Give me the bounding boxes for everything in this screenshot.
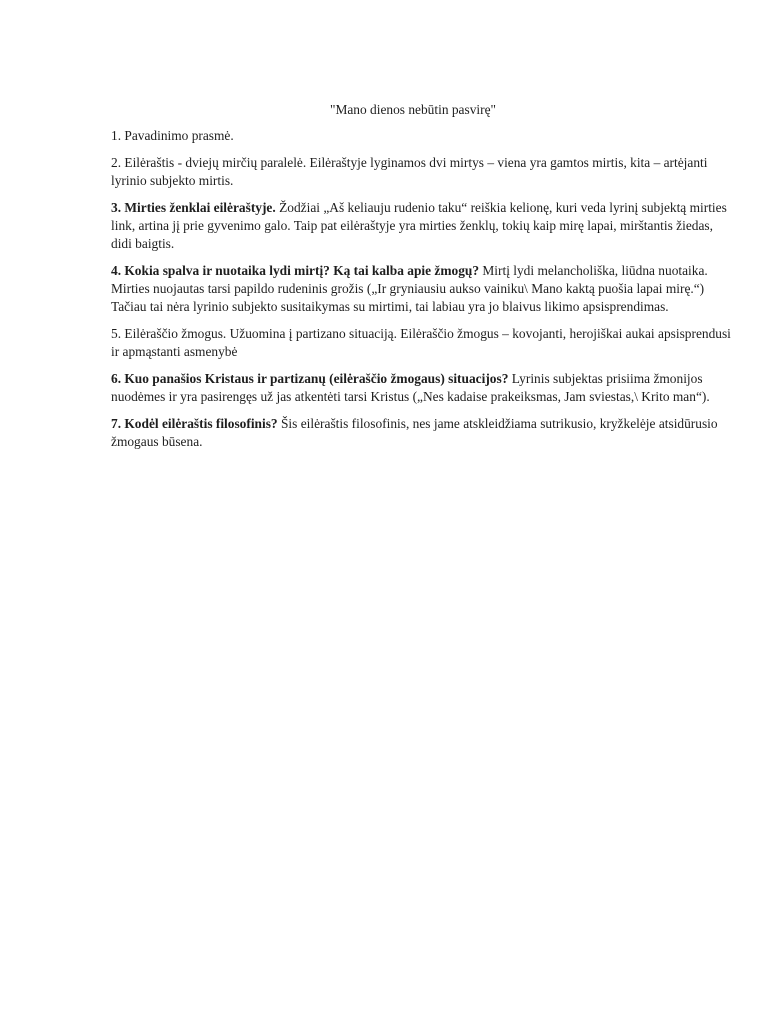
paragraph-1 xyxy=(111,127,731,145)
document-body xyxy=(111,101,731,460)
document-title: "Mano dienos nebūtin pasvirę" xyxy=(329,102,496,117)
paragraph-7-text: Šis eilėraštis filosofinis, nes jame atskleidžiama sutrikusio, kryžkelėje atsidūrusio žmogaus būsena. xyxy=(111,416,718,449)
paragraph-7 xyxy=(111,415,731,451)
paragraph-4 xyxy=(111,262,731,316)
paragraph-3-heading: 3. Mirties ženklai eilėraštyje. xyxy=(111,200,276,215)
paragraph-7-heading: 7. Kodėl eilėraštis filosofinis? xyxy=(111,416,278,431)
paragraph-4-text: Mirtį lydi melancholiška, liūdna nuotaika. Mirties nuojautas tarsi papildo rudeninis grožis („Ir gryniausiu aukso vainiku\ Mano kaktą puošia lapai mirę.“) Tačiau tai nėra lyrinio subjekto susitaikymas su mirtimi, tai labiau yra jo blaivus likimo apsisprendimas. xyxy=(111,263,708,314)
paragraph-3-text: Žodžiai „Aš keliauju rudenio taku“ reiškia kelionę, kuri veda lyrinį subjektą mirties link, artina jį prie gyvenimo galo. Taip pat eilėraštyje yra mirties ženklų, tokių kaip mirę lapai, mirštantis žiedas, didi baigtis. xyxy=(111,200,727,251)
paragraph-6-text: Lyrinis subjektas prisiima žmonijos nuodėmes ir yra pasirengęs už jas atkentėti tarsi Kristus („Nes kadaise prakeiksmas, Jam sviestas,\ Krito man“). xyxy=(111,371,710,404)
paragraph-3 xyxy=(111,199,731,253)
paragraph-2 xyxy=(111,154,731,190)
paragraph-4-heading: 4. Kokia spalva ir nuotaika lydi mirtį? Ką tai kalba apie žmogų? xyxy=(111,263,480,278)
paragraph-5-text: 5. Eilėraščio žmogus. Užuomina į partizano situaciją. Eilėraščio žmogus – kovojanti, herojiškai aukai apsisprendusi ir apmąstanti asmenybė xyxy=(111,326,731,359)
paragraph-5 xyxy=(111,325,731,361)
paragraph-1-text: 1. Pavadinimo prasmė. xyxy=(111,128,234,143)
paragraph-2-text: 2. Eilėraštis - dviejų mirčių paralelė. Eilėraštyje lyginamos dvi mirtys – viena yra gamtos mirtis, kita – artėjanti lyrinio subjekto mirtis. xyxy=(111,155,708,188)
paragraph-6-heading: 6. Kuo panašios Kristaus ir partizanų (eilėraščio žmogaus) situacijos? xyxy=(111,371,509,386)
paragraph-6 xyxy=(111,370,731,406)
